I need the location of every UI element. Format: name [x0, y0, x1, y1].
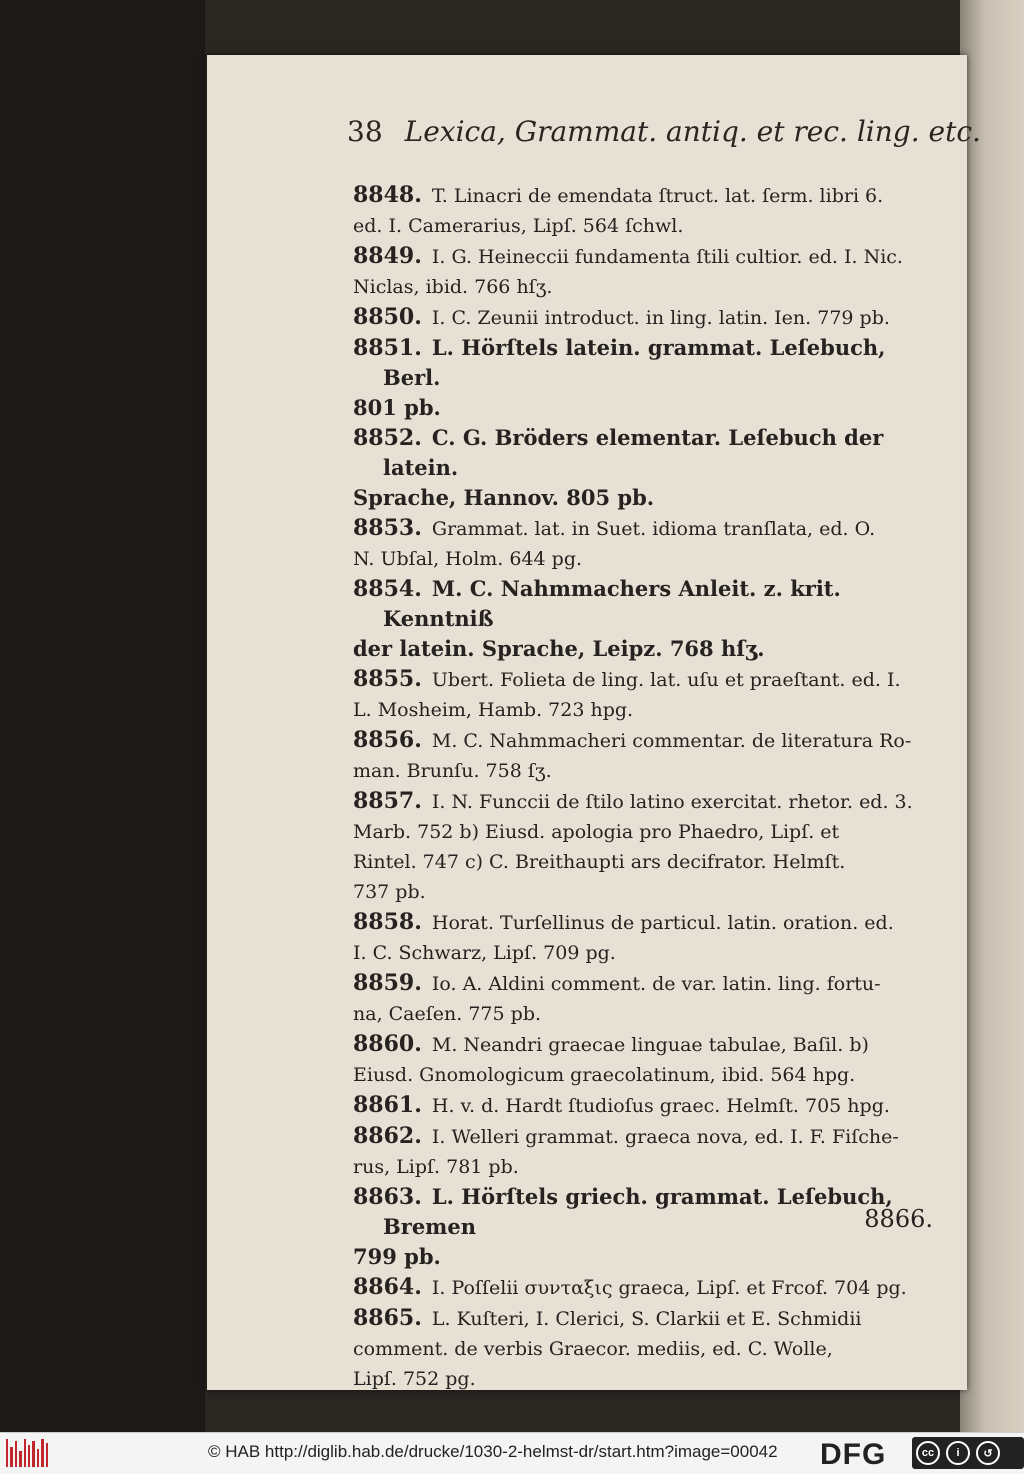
- entry-number: 8864.: [353, 1274, 422, 1300]
- entry-text: Io. A. Aldini comment. de var. latin. ling. fortu-: [431, 973, 881, 995]
- catalogue-entry: [353, 180, 937, 241]
- adjacent-page-edge: [960, 0, 1024, 1432]
- entry-line: [353, 574, 937, 634]
- entry-number: 8848.: [353, 182, 422, 208]
- entry-text: na, Caeſen. 775 pb.: [353, 1003, 542, 1025]
- entry-number: 8860.: [353, 1031, 422, 1057]
- entry-text: N. Ubſal, Holm. 644 pg.: [353, 548, 583, 570]
- entry-line: [353, 393, 937, 423]
- catalogue-entry: [353, 786, 937, 907]
- entry-line: [353, 241, 937, 272]
- dfg-logo: DFG: [820, 1438, 887, 1471]
- catalogue-entry: [353, 513, 937, 574]
- entry-line: [353, 1121, 937, 1152]
- entry-text: Niclas, ibid. 766 hſʒ.: [353, 276, 553, 298]
- entry-text: Horat. Turſellinus de particul. latin. oration. ed.: [431, 912, 894, 934]
- entry-text: Grammat. lat. in Suet. idioma tranſlata, ed. O.: [431, 518, 876, 540]
- entry-text: M. C. Nahmmachers Anleit. z. krit. Kenntniß: [383, 576, 841, 631]
- entry-line: [353, 1272, 937, 1303]
- entry-line: [353, 544, 937, 574]
- entry-text: der latein. Sprache, Leipz. 768 hſʒ.: [353, 636, 765, 661]
- entry-number: 8858.: [353, 909, 422, 935]
- sa-icon: ↺: [976, 1441, 1000, 1465]
- entry-line: [353, 756, 937, 786]
- entry-text: Lipſ. 752 pg.: [353, 1368, 476, 1390]
- copyright-link[interactable]: © HAB http://diglib.hab.de/drucke/1030-2-helmst-dr/start.htm?image=00042: [208, 1442, 778, 1461]
- entry-line: [353, 513, 937, 544]
- catalogue-entries: [353, 180, 937, 1394]
- entry-line: [353, 180, 937, 211]
- entry-line: [353, 786, 937, 817]
- entry-text: L. Mosheim, Hamb. 723 hpg.: [353, 699, 634, 721]
- entry-text: 799 pb.: [353, 1244, 441, 1269]
- entry-line: [353, 1182, 937, 1242]
- entry-text: L. Hörſtels latein. grammat. Leſebuch, Berl.: [383, 335, 886, 390]
- entry-line: [353, 1029, 937, 1060]
- entry-text: Sprache, Hannov. 805 pb.: [353, 485, 655, 510]
- entry-number: 8852.: [353, 425, 422, 451]
- entry-text: 801 pb.: [353, 395, 441, 420]
- entry-text: ed. I. Camerarius, Lipſ. 564 ſchwl.: [353, 215, 684, 237]
- running-header: [347, 115, 981, 148]
- catalogue-entry: [353, 725, 937, 786]
- entry-number: 8851.: [353, 335, 422, 361]
- catalogue-entry: [353, 1121, 937, 1182]
- entry-number: 8856.: [353, 727, 422, 753]
- entry-text: T. Linacri de emendata ſtruct. lat. ſerm. libri 6.: [431, 185, 884, 207]
- catalogue-entry: [353, 907, 937, 968]
- page-number: 38: [347, 115, 383, 148]
- entry-line: [353, 725, 937, 756]
- entry-text: L. Kuſteri, I. Clerici, S. Clarkii et E. Schmidii: [431, 1308, 862, 1330]
- entry-number: 8863.: [353, 1184, 422, 1210]
- catalogue-entry: [353, 1182, 937, 1272]
- viewer-footer: [0, 1432, 1024, 1474]
- entry-line: [353, 1303, 937, 1334]
- entry-number: 8857.: [353, 788, 422, 814]
- catalogue-entry: [353, 574, 937, 664]
- cc-icon: cc: [916, 1441, 940, 1465]
- entry-line: [353, 1152, 937, 1182]
- entry-text: M. C. Nahmmacheri commentar. de literatura Ro-: [431, 730, 912, 752]
- entry-line: [353, 423, 937, 483]
- entry-line: [353, 1334, 937, 1364]
- entry-text: man. Brunſu. 758 ſʒ.: [353, 760, 552, 782]
- catalogue-entry: [353, 1029, 937, 1090]
- entry-text: C. G. Bröders elementar. Leſebuch der latein.: [383, 425, 884, 480]
- entry-number: 8859.: [353, 970, 422, 996]
- entry-number: 8861.: [353, 1092, 422, 1118]
- entry-line: [353, 211, 937, 241]
- entry-line: [353, 938, 937, 968]
- entry-text: Rintel. 747 c) C. Breithaupti ars decifrator. Helmſt.: [353, 851, 846, 873]
- catalogue-entry: [353, 968, 937, 1029]
- entry-line: [353, 1364, 937, 1394]
- entry-number: 8862.: [353, 1123, 422, 1149]
- entry-line: [353, 817, 937, 847]
- entry-line: [353, 695, 937, 725]
- entry-line: [353, 1242, 937, 1272]
- entry-text: Ubert. Folieta de ling. lat. uſu et praeſtant. ed. I.: [431, 669, 901, 691]
- catalogue-entry: [353, 241, 937, 302]
- entry-text: comment. de verbis Graecor. mediis, ed. C. Wolle,: [353, 1338, 833, 1360]
- entry-text: 737 pb.: [353, 881, 426, 903]
- entry-text: L. Hörſtels griech. grammat. Leſebuch, Bremen: [383, 1184, 893, 1239]
- by-icon: i: [946, 1441, 970, 1465]
- entry-line: [353, 877, 937, 907]
- entry-line: [353, 1060, 937, 1090]
- entry-number: 8855.: [353, 666, 422, 692]
- entry-text: I. C. Schwarz, Lipſ. 709 pg.: [353, 942, 616, 964]
- entry-text: I. N. Funccii de ſtilo latino exercitat. rhetor. ed. 3.: [431, 791, 913, 813]
- entry-line: [353, 1090, 937, 1121]
- entry-number: 8849.: [353, 243, 422, 269]
- entry-number: 8865.: [353, 1305, 422, 1331]
- entry-line: [353, 483, 937, 513]
- page-title: Lexica, Grammat. antiq. et rec. ling. etc.: [404, 115, 981, 148]
- scan-left-margin: [0, 0, 205, 1432]
- cc-license-badge[interactable]: [912, 1437, 1024, 1469]
- entry-line: [353, 272, 937, 302]
- entry-line: [353, 634, 937, 664]
- entry-text: H. v. d. Hardt ſtudioſus graec. Helmſt. 705 hpg.: [431, 1095, 890, 1117]
- entry-text: I. G. Heineccii fundamenta ſtili cultior. ed. I. Nic.: [431, 246, 903, 268]
- entry-line: [353, 907, 937, 938]
- entry-line: [353, 847, 937, 877]
- catalogue-entry: [353, 1090, 937, 1121]
- entry-line: [353, 664, 937, 695]
- entry-line: [353, 333, 937, 393]
- entry-text: M. Neandri graecae linguae tabulae, Baſil. b): [431, 1034, 869, 1056]
- entry-text: I. Welleri grammat. graeca nova, ed. I. F. Fiſche-: [431, 1126, 899, 1148]
- catalogue-entry: [353, 664, 937, 725]
- catalogue-entry: [353, 302, 937, 333]
- hab-logo-icon: [6, 1439, 48, 1467]
- entry-line: [353, 968, 937, 999]
- catalogue-entry: [353, 1303, 937, 1394]
- entry-text: I. C. Zeunii introduct. in ling. latin. Ien. 779 pb.: [431, 307, 890, 329]
- entry-number: 8853.: [353, 515, 422, 541]
- entry-text: I. Poſſelii συνταξις graeca, Lipſ. et Frcof. 704 pg.: [431, 1277, 907, 1299]
- entry-text: Marb. 752 b) Eiusd. apologia pro Phaedro, Lipſ. et: [353, 821, 840, 843]
- catchword: 8866.: [864, 1205, 933, 1233]
- catalogue-entry: [353, 333, 937, 423]
- entry-line: [353, 999, 937, 1029]
- entry-text: Eiusd. Gnomologicum graecolatinum, ibid. 564 hpg.: [353, 1064, 856, 1086]
- entry-number: 8850.: [353, 304, 422, 330]
- entry-text: rus, Lipſ. 781 pb.: [353, 1156, 519, 1178]
- entry-line: [353, 302, 937, 333]
- entry-number: 8854.: [353, 576, 422, 602]
- catalogue-entry: [353, 1272, 937, 1303]
- book-page: [207, 55, 981, 1390]
- catalogue-entry: [353, 423, 937, 513]
